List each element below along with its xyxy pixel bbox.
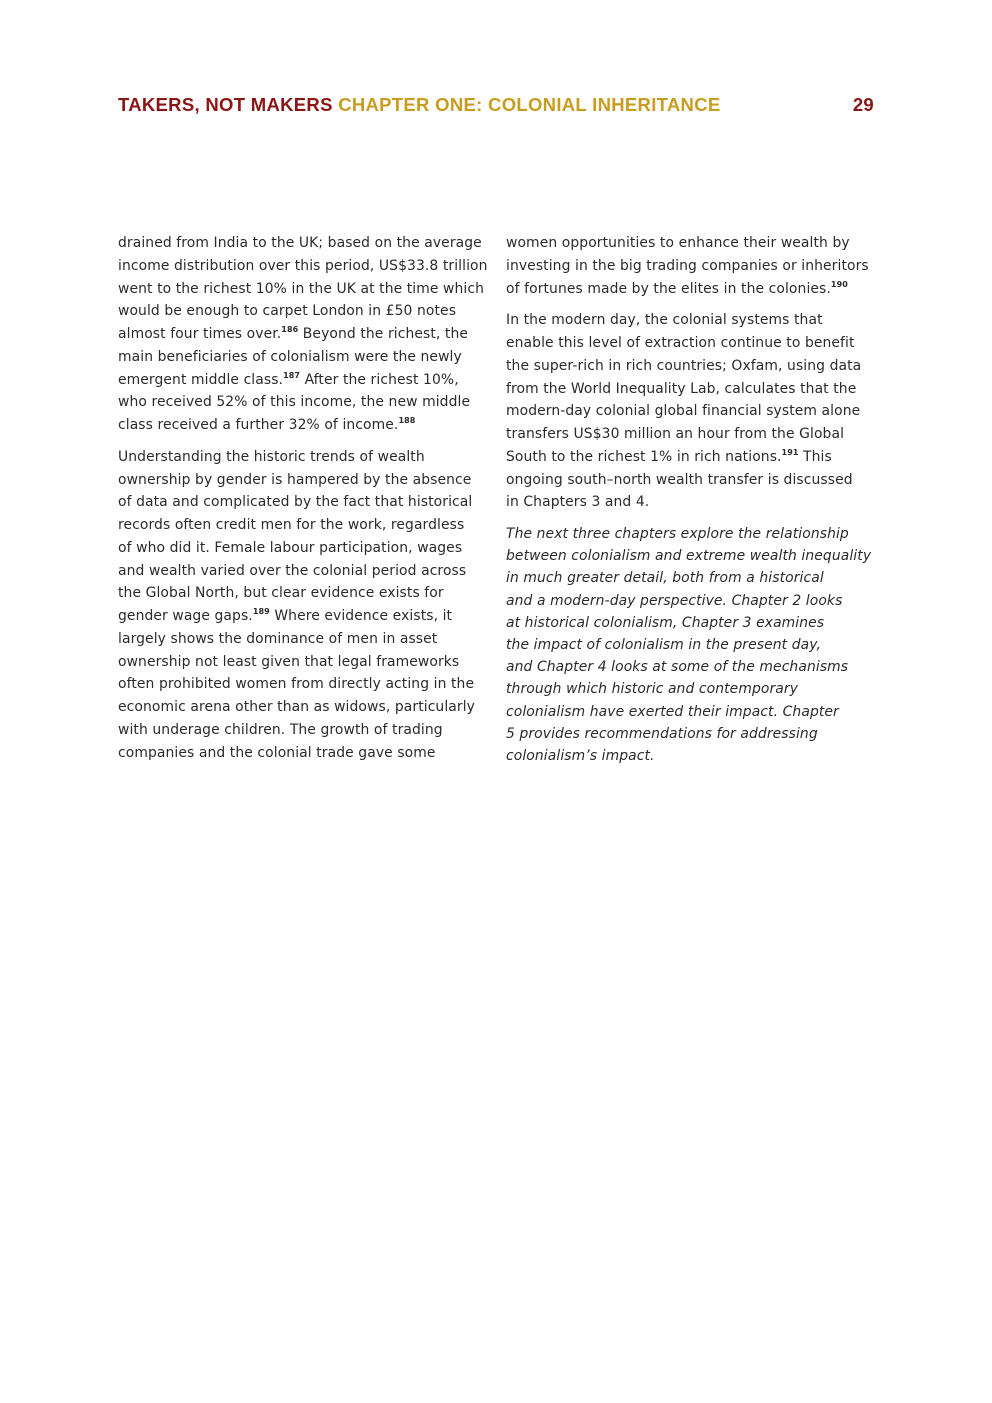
text-line: modern-day colonial global financial system alone <box>506 403 861 420</box>
text-line: South to the richest 1% in rich nations.$^{191}$ This <box>506 447 832 465</box>
text-line: transfers US$30 million an hour from the Global <box>506 426 845 442</box>
footnote-ref-187[interactable]: 187 <box>283 370 301 380</box>
text-line: at historical colonialism, Chapter 3 examines <box>506 614 825 631</box>
text-line: the impact of colonialism in the present day, <box>506 637 822 654</box>
paragraph-modern-day <box>506 309 878 514</box>
paragraph-gender-wealth <box>118 446 490 765</box>
text-line: of data and complicated by the fact that historical <box>118 494 473 511</box>
text-line: ownership not least given that legal frameworks <box>118 653 460 670</box>
left-column <box>118 232 490 773</box>
text-line: income distribution over this period, US$33.8 trillion <box>118 257 488 274</box>
paragraph-women-opportunities <box>506 232 878 300</box>
text-line: ownership by gender is hampered by the absence <box>118 471 472 488</box>
text-line: enable this level of extraction continue to benefit <box>506 335 855 351</box>
text-line: from the World Inequality Lab, calculates that the <box>506 380 857 397</box>
text-line: colonialism’s impact. <box>506 748 655 765</box>
text-line: and wealth varied over the colonial period across <box>118 562 467 579</box>
paragraph-chapter-overview <box>506 523 878 767</box>
text-line: 5 provides recommendations for addressing <box>506 725 818 742</box>
footnote-ref-186[interactable]: 186 <box>281 325 299 334</box>
paragraph-wealth-drain <box>118 232 490 437</box>
text-line: Understanding the historic trends of wealth <box>118 448 425 465</box>
text-line: through which historic and contemporary <box>506 681 799 698</box>
text-line: class received a further 32% of income.$^{188}$ <box>118 416 416 433</box>
text-line: in Chapters 3 and 4. <box>506 494 650 511</box>
text-line: and a modern-day perspective. Chapter 2 looks <box>506 592 843 609</box>
text-line: of fortunes made by the elites in the colonies.$^{190}$ <box>506 279 848 297</box>
text-line: investing in the big trading companies or inheritors <box>506 257 869 274</box>
text-line: between colonialism and extreme wealth inequality <box>506 548 872 565</box>
text-line: main beneficiaries of colonialism were the newly <box>118 348 462 365</box>
text-line: emergent middle class.$^{187}$ After the richest 10%, <box>118 370 459 388</box>
text-line: companies and the colonial trade gave some <box>118 744 436 761</box>
chapter-title: CHAPTER ONE: COLONIAL INHERITANCE <box>338 94 721 115</box>
footnote-ref-189[interactable]: 189 <box>252 607 270 616</box>
footnote-ref-191[interactable]: 191 <box>781 447 799 457</box>
text-line: ongoing south–north wealth transfer is discussed <box>506 471 853 488</box>
text-line: and Chapter 4 looks at some of the mechanisms <box>506 659 849 676</box>
text-line: largely shows the dominance of men in asset <box>118 630 438 647</box>
text-line: often prohibited women from directly acting in the <box>118 676 475 693</box>
text-line: the super-rich in rich countries; Oxfam, using data <box>506 357 862 374</box>
text-line: gender wage gaps.$^{189}$ Where evidence exists, it <box>118 607 453 624</box>
text-line: went to the richest 10% in the UK at the time which <box>118 280 485 297</box>
page-number: 29 <box>852 94 874 115</box>
text-line: The next three chapters explore the relationship <box>506 526 849 542</box>
text-line: who received 52% of this income, the new middle <box>118 394 471 411</box>
text-line: of who did it. Female labour participation, wages <box>118 539 463 556</box>
footnote-ref-190[interactable]: 190 <box>830 279 848 289</box>
text-line: economic arena other than as widows, particularly <box>118 699 476 715</box>
right-column <box>506 232 878 776</box>
document-title: TAKERS, NOT MAKERS <box>118 94 333 115</box>
text-line: colonialism have exerted their impact. Chapter <box>506 703 839 720</box>
text-line: In the modern day, the colonial systems that <box>506 312 823 329</box>
text-line: with underage children. The growth of trading <box>118 721 443 738</box>
text-line: the Global North, but clear evidence exists for <box>118 585 444 602</box>
footnote-ref-188[interactable]: 188 <box>398 416 416 425</box>
text-line: drained from India to the UK; based on the average <box>118 235 482 251</box>
text-line: in much greater detail, both from a historical <box>506 570 824 587</box>
text-line: women opportunities to enhance their wealth by <box>506 235 850 251</box>
text-line: would be enough to carpet London in £50 notes <box>118 303 457 320</box>
running-header <box>118 92 874 118</box>
text-line: almost four times over.$^{186}$ Beyond the richest, the <box>118 325 469 342</box>
text-line: records often credit men for the work, regardless <box>118 517 465 533</box>
